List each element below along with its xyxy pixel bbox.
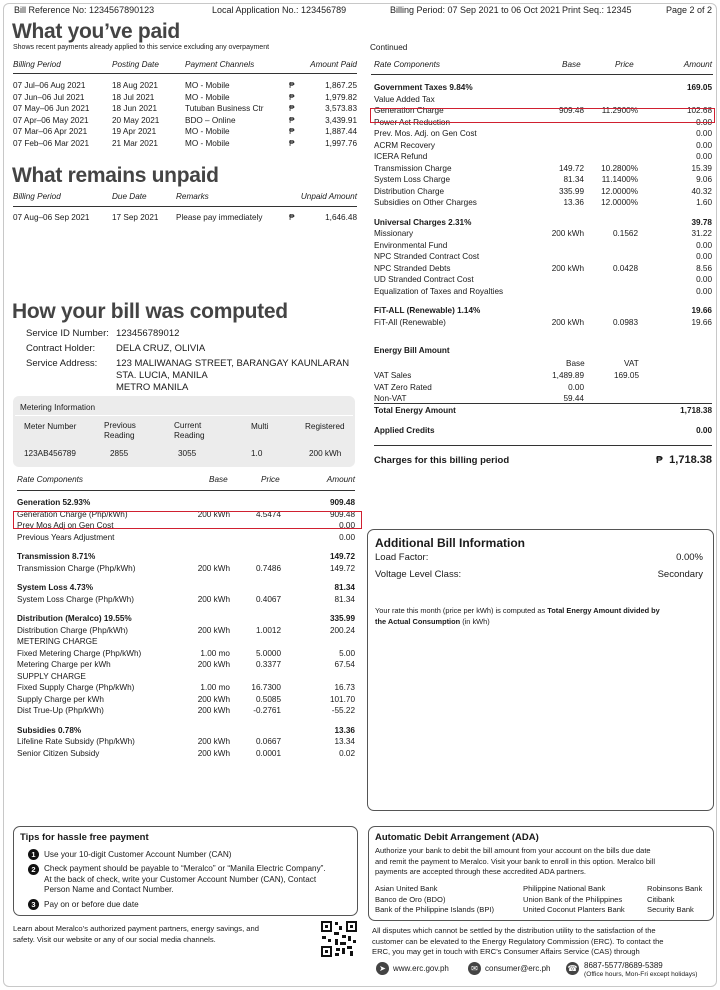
rate-amount: 9.06: [696, 175, 712, 184]
rate-price: 0.0983: [612, 317, 638, 327]
tips-title: Tips for hassle free payment: [20, 832, 149, 843]
unpaid-title: What remains unpaid: [12, 164, 219, 187]
rate-label: METERING CHARGE: [17, 637, 98, 646]
highlight-vat-generation-charge: [370, 108, 715, 123]
voltage-level: Secondary: [657, 569, 703, 580]
rate-price: 0.4067: [255, 594, 281, 604]
rate-price: 12.0000%: [601, 186, 638, 196]
rate-amount: 16.73: [334, 683, 355, 692]
rate-amount: 1.60: [696, 198, 712, 207]
bank-row: Asian United Bank Philippine National Bank Robinsons Bank: [375, 884, 703, 893]
col-previous-reading: Previous Reading: [104, 421, 136, 440]
rate-amount: 0.00: [696, 252, 712, 261]
rate-amount: -55.22: [331, 706, 355, 715]
rate-item-row: [17, 705, 355, 717]
rate-label: NPC Stranded Debts: [374, 263, 451, 273]
rate-item-row: [374, 251, 712, 263]
rate-base: 200 kWh: [197, 660, 230, 669]
rate-group-row: [374, 82, 712, 94]
rate-price: 0.7486: [255, 563, 281, 573]
rate-item-row: [17, 648, 355, 660]
vat-sales-vat: 169.05: [613, 371, 639, 380]
ada-banks: [375, 884, 709, 916]
rate-item-row: [374, 286, 712, 298]
rate-price: 11.2900%: [601, 106, 638, 115]
energy-bill-title: Energy Bill Amount: [374, 346, 450, 355]
col-price: Price: [261, 475, 280, 484]
erc-website-link[interactable]: www.erc.gov.ph: [393, 964, 449, 973]
divider: [17, 490, 355, 491]
rate-price: 0.5085: [255, 694, 281, 704]
rate-base: 200 kWh: [197, 737, 230, 746]
number-1-icon: 1: [28, 849, 39, 860]
rate-amount: 169.05: [686, 83, 712, 92]
col-multi: Multi: [251, 422, 269, 431]
energy-bill-section: [374, 345, 712, 465]
address-line: 123 MALIWANAG STREET, BARANGAY KAUNLARAN: [116, 358, 350, 369]
bill-reference: Bill Reference No: 1234567890123: [14, 5, 155, 15]
rate-base: 149.72: [558, 163, 584, 173]
phone-icon: ☎: [567, 964, 578, 973]
rate-amount: 0.00: [696, 240, 712, 250]
erc-office-hours: (Office hours, Mon-Fri except holidays): [584, 971, 698, 978]
ada-box: [368, 826, 714, 921]
continued-label: Continued: [370, 43, 408, 52]
rate-amount: 335.99: [329, 614, 355, 623]
rate-label: Supply Charge per kWh: [17, 694, 104, 704]
col-billing-period: Billing Period: [13, 192, 61, 201]
rate-price: 0.3377: [255, 660, 281, 669]
rate-item-row: [374, 174, 712, 186]
rate-price: 10.2800%: [601, 163, 638, 173]
rate-label: FiT-ALL (Renewable) 1.14%: [374, 306, 481, 315]
rate-group-row: [17, 582, 355, 594]
voltage-level-label: Voltage Level Class:: [375, 569, 462, 580]
rate-label: NPC Stranded Contract Cost: [374, 252, 480, 261]
rate-base: 81.34: [563, 175, 584, 184]
rate-base: 200 kWh: [197, 694, 230, 704]
rate-amount: 0.00: [339, 521, 355, 530]
table-row: 07 Jul–06 Aug 2021 18 Aug 2021 MO - Mobile ₱ 1,867.25: [13, 81, 357, 90]
rate-amount: 13.34: [334, 737, 355, 746]
divider: [13, 73, 357, 74]
rate-label: System Loss 4.73%: [17, 583, 94, 592]
rate-item-row: [374, 151, 712, 163]
bill-page: [3, 3, 717, 987]
load-factor-label: Load Factor:: [375, 552, 429, 563]
divider: [374, 445, 712, 446]
rate-base: 200 kWh: [197, 706, 230, 715]
disputes-text: All disputes which cannot be settled by the distribution utility to the satisfaction of the customer can be elevated to the Energy Regulatory Commission (ERC). To contact the ERC, you may get in touch with ERC’s Consumer Affairs Service (CAS) through: [372, 926, 664, 956]
rate-label: Subsidies 0.78%: [17, 725, 82, 735]
col-rate-components: Rate Components: [17, 475, 83, 484]
vat-zero-label: VAT Zero Rated: [374, 382, 432, 392]
rate-item-row: [17, 594, 355, 606]
rate-base: 1.00 mo: [200, 648, 230, 658]
rate-group-row: [17, 551, 355, 563]
rate-label: Equalization of Taxes and Royalties: [374, 286, 504, 296]
left-rates-header: [17, 474, 355, 488]
tips-box: [13, 826, 358, 916]
ada-title: Automatic Debit Arrangement (ADA): [375, 832, 539, 843]
rate-base: 909.48: [558, 106, 584, 115]
applied-credits: 0.00: [696, 426, 712, 435]
highlight-generation-charge: [13, 511, 362, 529]
rate-item-row: [17, 736, 355, 748]
qr-code-icon[interactable]: [320, 920, 358, 958]
number-3-icon: 3: [28, 899, 39, 910]
rate-item-row: [374, 317, 712, 329]
bank-row: Banco de Oro (BDO) Union Bank of the Philippines Citibank: [375, 894, 675, 904]
rate-label: Metering Charge per kWh: [17, 660, 111, 669]
rate-group-row: [374, 217, 712, 229]
rate-amount: 81.34: [334, 583, 355, 592]
col-base: Base: [562, 60, 581, 69]
rate-price: -0.2761: [253, 706, 281, 715]
rate-label: FiT-All (Renewable): [374, 317, 446, 327]
erc-email-link[interactable]: consumer@erc.ph: [485, 964, 551, 973]
rate-amount: 909.48: [329, 498, 355, 507]
paid-subtitle: Shows recent payments already applied to this service excluding any overpayment: [13, 44, 270, 51]
rate-note: Your rate this month (price per kWh) is computed as Total Energy Amount divided by the Actual Consumption (in kWh): [375, 606, 660, 626]
rate-label: Government Taxes 9.84%: [374, 83, 473, 92]
col-base: Base: [209, 475, 228, 484]
rate-label: Generation 52.93%: [17, 498, 91, 507]
cursor-web-icon: ➤: [376, 962, 389, 975]
col-meter-number: Meter Number: [24, 422, 77, 431]
vat-sales-label: VAT Sales: [374, 371, 412, 380]
table-row: 07 Mar–06 Apr 2021 19 Apr 2021 MO - Mobile ₱ 1,887.44: [13, 127, 357, 136]
rate-base: 13.36: [563, 198, 584, 207]
rate-label: Previous Years Adjustment: [17, 532, 115, 542]
additional-info-title: Additional Bill Information: [375, 536, 525, 550]
tip-2: Check payment should be payable to “Meralco” or “Manila Electric Company”. At the back of check, write your Customer Account Number (CAN), Contact Person Name and Contact Number.: [44, 864, 326, 894]
rate-label: Value Added Tax: [374, 94, 435, 104]
applied-credits-label: Applied Credits: [374, 426, 435, 435]
rate-amount: 101.70: [329, 694, 355, 704]
rate-item-row: [374, 240, 712, 252]
col-due-date: Due Date: [112, 192, 147, 201]
table-row: 07 Feb–06 Mar 2021 21 Mar 2021 MO - Mobile ₱ 1,997.76: [13, 138, 357, 148]
rate-amount: 81.34: [334, 594, 355, 604]
rate-item-row: [374, 197, 712, 209]
charges-period-label: Charges for this billing period: [374, 455, 510, 466]
bank-row: Bank of the Philippine Islands (BPI) United Coconut Planters Bank Security Bank: [375, 905, 694, 914]
address-line: METRO MANILA: [116, 382, 189, 393]
rate-label: System Loss Charge (Php/kWh): [17, 594, 134, 604]
rate-label: Transmission 8.71%: [17, 552, 96, 561]
rate-base: 200 kWh: [197, 509, 230, 519]
rate-base: 200 kWh: [551, 229, 584, 238]
page-number: Page 2 of 2: [666, 5, 713, 15]
holder-label: Contract Holder:: [26, 343, 96, 354]
rate-label: SUPPLY CHARGE: [17, 671, 86, 681]
divider: [371, 74, 713, 75]
rate-amount: 40.32: [691, 186, 712, 196]
rate-price: 1.0012: [255, 625, 281, 635]
rate-item-row: [374, 263, 712, 275]
paid-title: What you’ve paid: [12, 20, 180, 43]
divider: [15, 415, 353, 416]
rate-label: Power Act Reduction: [374, 117, 451, 127]
billing-period: Billing Period: 07 Sep 2021 to 06 Oct 2021: [390, 5, 561, 15]
col-price: Price: [615, 60, 634, 69]
rate-amount: 909.48: [329, 509, 355, 519]
rate-amount: 0.02: [339, 748, 355, 758]
erc-phone: 8687-5577/8689-5389: [584, 961, 663, 970]
right-rates-header: [374, 59, 712, 73]
peso-sign: ₱: [656, 455, 663, 466]
rate-label: Dist True-Up (Php/kWh): [17, 706, 104, 715]
meter-number: 123AB456789: [24, 449, 76, 458]
contract-holder: DELA CRUZ, OLIVIA: [116, 343, 206, 354]
rate-item-row: [374, 163, 712, 175]
rate-label: UD Stranded Contract Cost: [374, 275, 474, 284]
col-registered: Registered: [305, 422, 345, 431]
rate-group-row: [17, 613, 355, 625]
rate-label: System Loss Charge: [374, 175, 450, 184]
left-rates-body: [17, 497, 355, 787]
rate-label: Prev Mos Adj on Gen Cost: [17, 521, 114, 530]
load-factor: 0.00%: [676, 552, 703, 563]
vat-zero-base: 0.00: [568, 382, 584, 392]
number-2-icon: 2: [28, 864, 39, 875]
rate-base: 200 kWh: [551, 317, 584, 327]
rate-item-row: [17, 659, 355, 671]
rate-base: 335.99: [558, 186, 584, 196]
rate-price: 0.1562: [612, 229, 638, 238]
current-reading: 3055: [178, 449, 197, 458]
rate-label: Environmental Fund: [374, 240, 448, 250]
col-amount-paid: Amount Paid: [310, 60, 357, 69]
rate-amount: 13.36: [334, 725, 355, 735]
service-id-label: Service ID Number:: [26, 328, 109, 339]
rate-label: Fixed Supply Charge (Php/kWh): [17, 683, 135, 692]
rate-label: ACRM Recovery: [374, 140, 435, 150]
rate-base: 200 kWh: [551, 263, 584, 273]
rate-group-row: [17, 497, 355, 509]
rate-amount: 0.00: [696, 152, 712, 161]
col-payment-channels: Payment Channels: [185, 60, 255, 69]
registered-kwh: 200 kWh: [309, 449, 342, 458]
col-billing-period: Billing Period: [13, 60, 61, 69]
rate-item-row: [17, 748, 355, 760]
total-energy-amount: 1,718.38: [680, 406, 712, 415]
rate-price: 16.7300: [251, 683, 281, 692]
rate-group-row: [17, 725, 355, 737]
rate-amount: 8.56: [696, 263, 712, 273]
rate-label: Distribution (Meralco) 19.55%: [17, 614, 132, 623]
rate-item-row: [17, 563, 355, 575]
rate-label: Generation Charge: [374, 106, 444, 115]
rate-label: Transmission Charge: [374, 163, 452, 173]
unpaid-table-header: [13, 191, 357, 205]
rate-label: Senior Citizen Subsidy: [17, 748, 100, 758]
divider: [13, 206, 357, 207]
col-vat: VAT: [624, 359, 639, 368]
rate-label: Lifeline Rate Subsidy (Php/kWh): [17, 737, 135, 746]
table-row: 07 Apr–06 May 2021 20 May 2021 BDO – Online ₱ 3,439.91: [13, 115, 357, 125]
computed-title: How your bill was computed: [12, 300, 288, 323]
rate-item-row: [374, 128, 712, 140]
rate-amount: 149.72: [329, 552, 355, 561]
rate-price: 0.0001: [255, 748, 281, 758]
paid-table-header: [13, 59, 357, 73]
rate-amount: 0.00: [696, 286, 712, 296]
additional-info-box: [367, 529, 714, 811]
col-amount: Amount: [683, 60, 712, 69]
rate-item-row: [17, 694, 355, 706]
col-posting-date: Posting Date: [112, 60, 159, 69]
rate-item-row: [374, 140, 712, 152]
rate-item-row: [17, 682, 355, 694]
rate-amount: 0.00: [696, 117, 712, 127]
rate-amount: 102.68: [686, 106, 712, 115]
rate-label: ICERA Refund: [374, 152, 428, 161]
rate-base: 1.00 mo: [200, 683, 230, 692]
table-row: 07 May–06 Jun 2021 18 Jun 2021 Tutuban Business Ctr ₱ 3,573.83: [13, 104, 357, 113]
metering-info-box: [13, 396, 355, 467]
col-unpaid-amount: Unpaid Amount: [300, 192, 357, 201]
rate-item-row: [374, 228, 712, 240]
col-amount: Amount: [326, 475, 355, 484]
rate-label: Missionary: [374, 229, 414, 238]
rate-amount: 19.66: [691, 317, 712, 327]
rate-price: 11.1400%: [601, 175, 638, 184]
rate-amount: 0.00: [696, 140, 712, 150]
rate-label: Subsidies on Other Charges: [374, 198, 477, 207]
divider: [374, 403, 712, 404]
total-energy-label: Total Energy Amount: [374, 406, 456, 415]
rate-amount: 19.66: [691, 306, 712, 315]
non-vat-base: 59.44: [563, 394, 584, 403]
rate-price: 5.0000: [255, 648, 281, 658]
rate-amount: 149.72: [329, 563, 355, 573]
rate-item-row: [374, 274, 712, 286]
rate-base: 200 kWh: [197, 625, 230, 635]
rate-price: 0.0428: [612, 263, 638, 273]
rate-base: 200 kWh: [197, 748, 230, 758]
address-line: STA. LUCIA, MANILA: [116, 370, 208, 381]
rate-price: 12.0000%: [601, 198, 638, 207]
rate-amount: 31.22: [691, 229, 712, 238]
rate-price: 0.0667: [255, 737, 281, 746]
print-seq: Print Seq.: 12345: [562, 5, 632, 15]
rate-amount: 15.39: [691, 163, 712, 173]
table-row: 07 Jun–06 Jul 2021 18 Jul 2021 MO - Mobile ₱ 1,979.82: [13, 92, 357, 102]
rate-amount: 0.00: [696, 129, 712, 138]
rate-group-row: [374, 305, 712, 317]
rate-label: Generation Charge (Php/kWh): [17, 509, 128, 519]
col-base: Base: [566, 359, 585, 368]
rate-amount: 39.78: [691, 217, 712, 227]
previous-reading: 2855: [110, 449, 129, 458]
rate-label: Fixed Metering Charge (Php/kWh): [17, 648, 142, 658]
rate-item-row: [374, 186, 712, 198]
col-rate-components: Rate Components: [374, 60, 440, 69]
rate-item-row: [17, 625, 355, 637]
rate-item-row: [374, 94, 712, 106]
rate-label: Distribution Charge (Php/kWh): [17, 625, 129, 635]
rate-label: Universal Charges 2.31%: [374, 217, 472, 227]
rate-label: Transmission Charge (Php/kWh): [17, 563, 136, 573]
rate-item-row: [17, 671, 355, 683]
rate-item-row: [17, 636, 355, 648]
rate-amount: 0.00: [696, 275, 712, 284]
rate-amount: 0.00: [339, 532, 355, 542]
unpaid-row: 07 Aug–06 Sep 2021 17 Sep 2021 Please pay immediately ₱ 1,646.48: [13, 213, 357, 222]
learn-text: Learn about Meralco’s authorized payment partners, energy savings, and safety. Visit our website or any of our social media channels.: [13, 924, 259, 944]
col-remarks: Remarks: [176, 192, 209, 201]
non-vat-label: Non-VAT: [374, 394, 407, 403]
rate-amount: 200.24: [329, 625, 355, 635]
rate-price: 4.5474: [255, 509, 281, 519]
local-application: Local Application No.: 123456789: [212, 5, 347, 15]
vat-sales-base: 1,489.89: [552, 371, 584, 380]
tip-1: Use your 10-digit Customer Account Number (CAN): [44, 850, 232, 859]
rate-amount: 5.00: [339, 648, 355, 658]
multiplier: 1.0: [251, 449, 263, 458]
rate-label: Distribution Charge: [374, 186, 445, 196]
rate-label: Prev. Mos. Adj. on Gen Cost: [374, 129, 477, 138]
metering-title: Metering Information: [20, 403, 96, 412]
tip-3: Pay on or before due date: [44, 900, 139, 909]
email-icon: ✉: [468, 962, 481, 975]
rate-base: 200 kWh: [197, 594, 230, 604]
ada-description: Authorize your bank to debit the bill amount from your account on the bills due date and remit the payment to Meralco. Visit your bank to enroll in this option. Meralco bill payments are accepted through these accredited ADA partners.: [375, 846, 655, 876]
service-id: 123456789012: [116, 328, 180, 339]
rate-base: 200 kWh: [197, 563, 230, 573]
rate-item-row: [17, 532, 355, 544]
charges-amount: 1,718.38: [669, 454, 712, 466]
address-label: Service Address:: [26, 358, 98, 369]
col-current-reading: Current Reading: [174, 421, 205, 440]
rate-amount: 67.54: [334, 660, 355, 669]
